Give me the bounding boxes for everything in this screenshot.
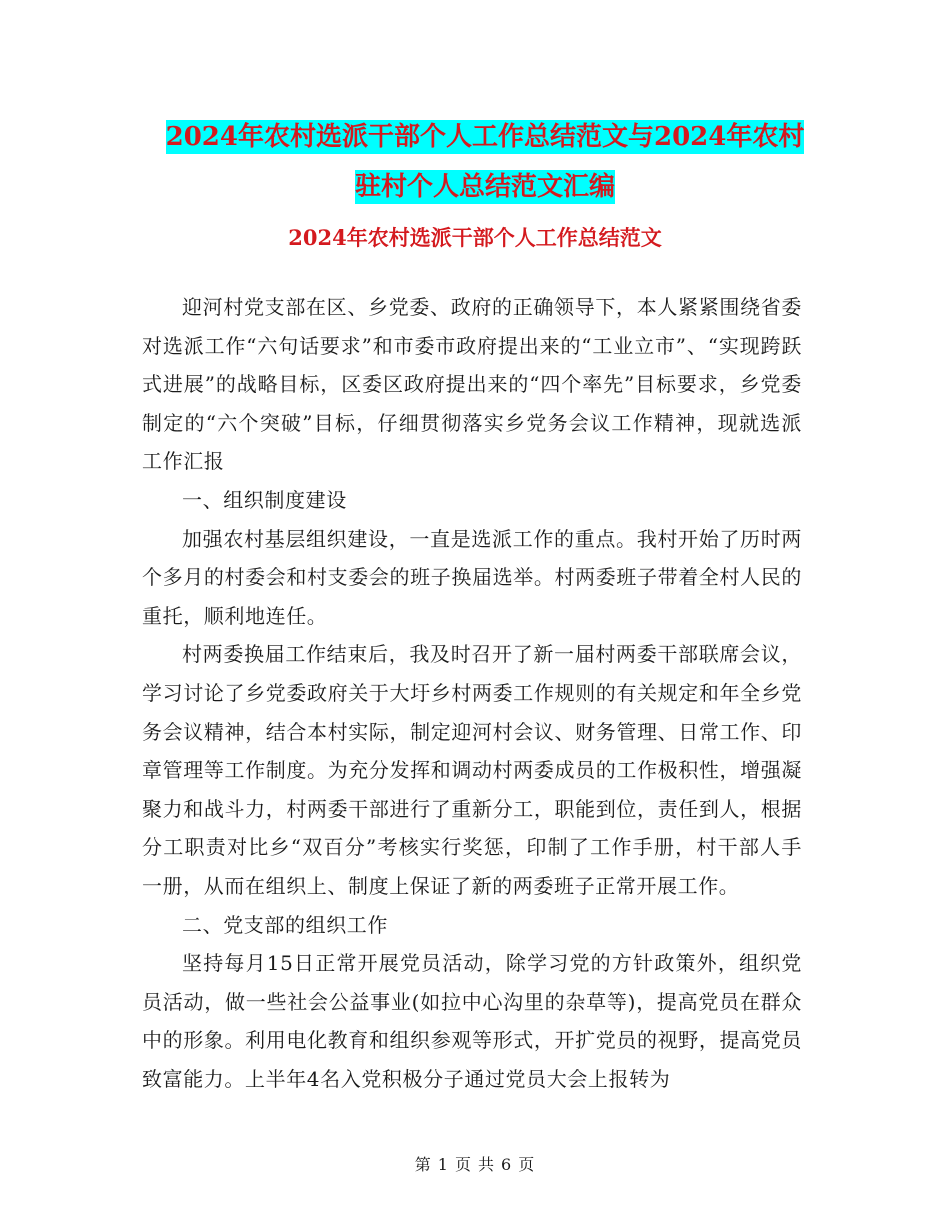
footer-page-word: 页 xyxy=(454,1155,472,1174)
document-title xyxy=(140,112,830,212)
footer-total-prefix: 共 xyxy=(478,1155,496,1174)
paragraph: 迎河村党支部在区、乡党委、政府的正确领导下，本人紧紧围绕省委对选派工作“六句话要求”和市委市政府提出来的“工业立市”、“实现跨跃式进展”的战略目标，区委区政府提出来的“四个率先”目标要求，乡党委制定的“六个突破”目标，仔细贯彻落实乡党务会议工作精神，现就选派工作汇报 xyxy=(142,295,802,474)
heading-party-branch: 二、党支部的组织工作 xyxy=(182,912,388,937)
title-line-2: 驻村个人总结范文汇编 xyxy=(354,172,615,202)
paragraph: 加强农村基层组织建设，一直是选派工作的重点。我村开始了历时两个多月的村委会和村支委会的班子换届选举。村两委班子带着全村人民的重托，顺利地连任。 xyxy=(142,526,802,628)
section-title: 2024年农村选派干部个人工作总结范文 xyxy=(288,225,662,250)
footer-page-number: 1 xyxy=(437,1155,449,1174)
heading-organization: 一、组织制度建设 xyxy=(182,487,347,512)
footer-suffix: 页 xyxy=(518,1155,536,1174)
footer-prefix: 第 xyxy=(414,1155,432,1174)
page-footer xyxy=(0,1152,950,1175)
title-line-1: 2024年农村选派干部个人工作总结范文与2024年农村 xyxy=(165,122,805,152)
footer-total-pages: 6 xyxy=(501,1155,513,1174)
paragraph: 村两委换届工作结束后，我及时召开了新一届村两委干部联席会议，学习讨论了乡党委政府关于大圩乡村两委工作规则的有关规定和年全乡党务会议精神，结合本村实际，制定迎河村会议、财务管理、日常工作、印章管理等工作制度。为充分发挥和调动村两委成员的工作极积性，增强凝聚力和战斗力，村两委干部进行了重新分工，职能到位，责任到人，根据分工职责对比乡“双百分”考核实行奖惩，印制了工作手册，村干部人手一册，从而在组织上、制度上保证了新的两委班子正常开展工作。 xyxy=(142,642,802,898)
document-body xyxy=(142,288,802,1098)
paragraph: 坚持每月15日正常开展党员活动，除学习党的方针政策外，组织党员活动，做一些社会公益事业(如拉中心沟里的杂草等)，提高党员在群众中的形象。利用电化教育和组织参观等形式，开扩党员的视野，提高党员致富能力。上半年4名入党积极分子通过党员大会上报转为 xyxy=(142,951,802,1091)
